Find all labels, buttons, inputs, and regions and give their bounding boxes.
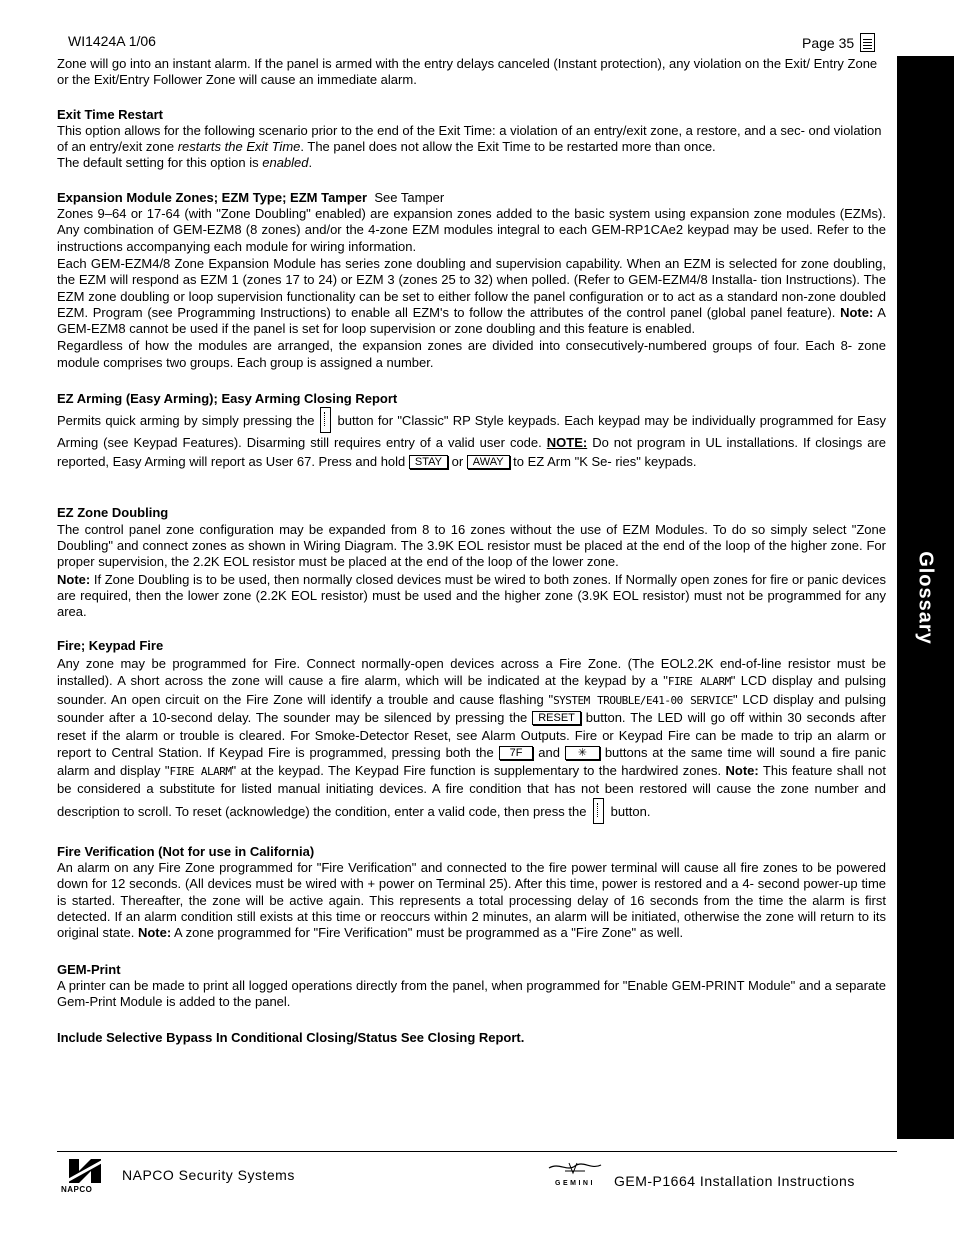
- napco-logo-text: NAPCO: [61, 1185, 93, 1194]
- arm-key-icon: [320, 407, 331, 433]
- ez-doubling-paragraph-1: The control panel zone configuration may be expanded from 8 to 16 zones without the use of EZM Modules. To do so simply select "Zone Doubling" and connect zones as shown in Wiring Diagram. The 3.9K EOL resistor must be placed at the end of the loop of the higher zone. For proper supervision, the 2.2K EOL resistor must be placed at the end of the loop of the lower zone.: [57, 521, 886, 570]
- star-key-icon: ✳: [565, 746, 600, 760]
- document-icon: [860, 33, 875, 52]
- reset-key-icon: RESET: [532, 711, 581, 725]
- ez-arming-heading: EZ Arming (Easy Arming); Easy Arming Closing Report: [57, 391, 398, 407]
- page-content: [57, 56, 886, 1047]
- page-label: Page 35: [802, 34, 855, 51]
- fire-verification-text: An alarm on any Fire Zone programmed for "Fire Verification" and connected to the fire power terminal will cause all fire zones to be powered down for 12 seconds. (All devices must be wired with + power on Terminal 25). After this time, power is restored and a 4- second power-up time is started. Thereafter, the zone will be active again. This represents a total processing delay of 16 seconds from the time the alarm is first detected. If an alarm condition still exists at this time or reoccurs within 2 minutes, an alarm will be initiated, otherwise the zone will return to its original state. Note: A zone programmed for "Fire Verification" must be programmed as a "Fire Zone" as well.: [57, 860, 886, 941]
- footer-divider: [57, 1151, 897, 1152]
- enter-key-icon: [593, 798, 604, 824]
- lcd-fire-alarm: FIRE ALARM: [667, 675, 731, 689]
- document-title: GEM-P1664 Installation Instructions: [614, 1173, 855, 1189]
- fire-verification-heading: Fire Verification (Not for use in California): [57, 843, 315, 859]
- lcd-system-trouble: SYSTEM TROUBLE/E41-00 SERVICE: [553, 693, 733, 707]
- sidebar-label: Glossary: [914, 551, 937, 645]
- gem-print-heading: GEM-Print: [57, 961, 121, 977]
- ez-arming-text: Permits quick arming by simply pressing the button for "Classic" RP Style keypads. Each keypad may be individually programmed for Easy Arming (see Keypad Features). Disarming still requires entry of a valid user code. NOTE: Do not program in UL installations. If closings are reported, Easy Arming will report as User 67. Press and hold STAY or AWAY to EZ Arm "K Se- ries" keypads.: [57, 407, 886, 471]
- ezm-paragraph-1: Zones 9–64 or 17-64 (with "Zone Doubling" enabled) are expansion zones added to the basic system using expansion zone modules (EZMs). Any combination of GEM-EZM8 (8 zones) and/or the 4-zone EZM modules integral to each GEM-RP1CAe2 keypad may be used. Refer to the instructions accompanying each module for wiring information.: [57, 206, 886, 254]
- exit-time-heading: Exit Time Restart: [57, 106, 163, 122]
- company-name: NAPCO Security Systems: [122, 1167, 295, 1183]
- ez-doubling-heading: EZ Zone Doubling: [57, 505, 169, 521]
- fire-heading: Fire; Keypad Fire: [57, 638, 164, 654]
- include-bypass-heading: Include Selective Bypass In Conditional Closing/Status See Closing Report.: [57, 1030, 525, 1046]
- ezm-heading: Expansion Module Zones; EZM Type; EZM Tamper See Tamper: [57, 189, 445, 205]
- gem-print-text: A printer can be made to print all logged operations directly from the panel, when programmed for "Enable GEM-PRINT Module" and a separate Gem-Print Module is added to the panel.: [57, 977, 886, 1010]
- 7f-key-icon: 7F: [499, 746, 534, 760]
- fire-text: Any zone may be programmed for Fire. Connect normally-open devices across a Fire Zone. (The EOL2.2K end-of-line resistor must be installed). A short across the zone will cause a fire alarm, which will be indicated at the keypad by a "FIRE ALARM" LCD display and pulsing sounder. An open circuit on the Fire Zone will identify a trouble and cause flashing "SYSTEM TROUBLE/E41-00 SERVICE" LCD display and pulsing sounder after a 10-second delay. The sounder may be silenced by pressing the RESET button. The LED will go off within 30 seconds after reset if the alarm or trouble is cleared. For Smoke-Detector Reset, see Alarm Outputs. Fire or Keypad Fire can be made to trip an alarm or report to Central Station. If Keypad Fire is programmed, pressing both the 7F and ✳ buttons at the same time will sound a fire panic alarm and display "FIRE ALARM" at the keypad. The Keypad Fire function is supplementary to the hardwired zones. Note: This feature shall not be considered a substitute for listed manual initiating devices. A fire condition that has not been restored will cause the zone number and description to scroll. To reset (acknowledge) the condition, enter a valid code, then press the button.: [57, 655, 886, 824]
- doc-id: WI1424A 1/06: [68, 33, 156, 49]
- lcd-fire-alarm-2: FIRE ALARM: [169, 764, 232, 778]
- stay-key-icon: STAY: [409, 455, 448, 469]
- gemini-logo-icon: [545, 1160, 605, 1188]
- ez-doubling-paragraph-2: Note: If Zone Doubling is to be used, then normally closed devices must be wired to both zones. If Normally open zones for fire or panic devices are required, then the lower zone (2.2K EOL resistor) must be used and the higher zone (3.9K EOL resistor) must not be programmed for any area.: [57, 571, 886, 620]
- ezm-paragraph-2: Each GEM-EZM4/8 Zone Expansion Module has series zone doubling and supervision capability. When an EZM is selected for zone doubling, the EZM will respond as EZM 1 (zones 17 to 24) or EZM 3 (zones 25 to 32) when polled. (Refer to GEM-EZM4/8 Installa- tion Instructions). The EZM zone doubling or loop supervision functionality can be set to either follow the panel configuration or to act as a standard non-zone doubled EZM. Program (see Programming Instructions) to enable all EZM's to follow the attributes of the control panel (global panel feature). Note: A GEM-EZM8 cannot be used if the panel is set for loop supervision or zone doubling and this feature is enabled.: [57, 255, 886, 337]
- ezm-paragraph-3: Regardless of how the modules are arranged, the expansion zones are divided into consecutively-numbered groups of four. Each 8- zone module comprises two groups. Each group is assigned a number.: [57, 338, 886, 370]
- away-key-icon: AWAY: [467, 455, 510, 469]
- page-number: [802, 33, 875, 52]
- intro-paragraph: Zone will go into an instant alarm. If the panel is armed with the entry delays canceled (Instant protection), any violation on the Exit/ Entry Zone or the Exit/Entry Follower Zone will cause an immediate alarm.: [57, 56, 878, 88]
- exit-time-text: This option allows for the following scenario prior to the end of the Exit Time: a violation of an entry/exit zone, a restore, and a sec- ond violation of an entry/exit zone restarts the Exit Time. The panel does not allow the Exit Time to be restarted more than once. The default setting for this option is enabled.: [57, 122, 882, 171]
- gemini-logo-text: GEMINI: [555, 1180, 595, 1187]
